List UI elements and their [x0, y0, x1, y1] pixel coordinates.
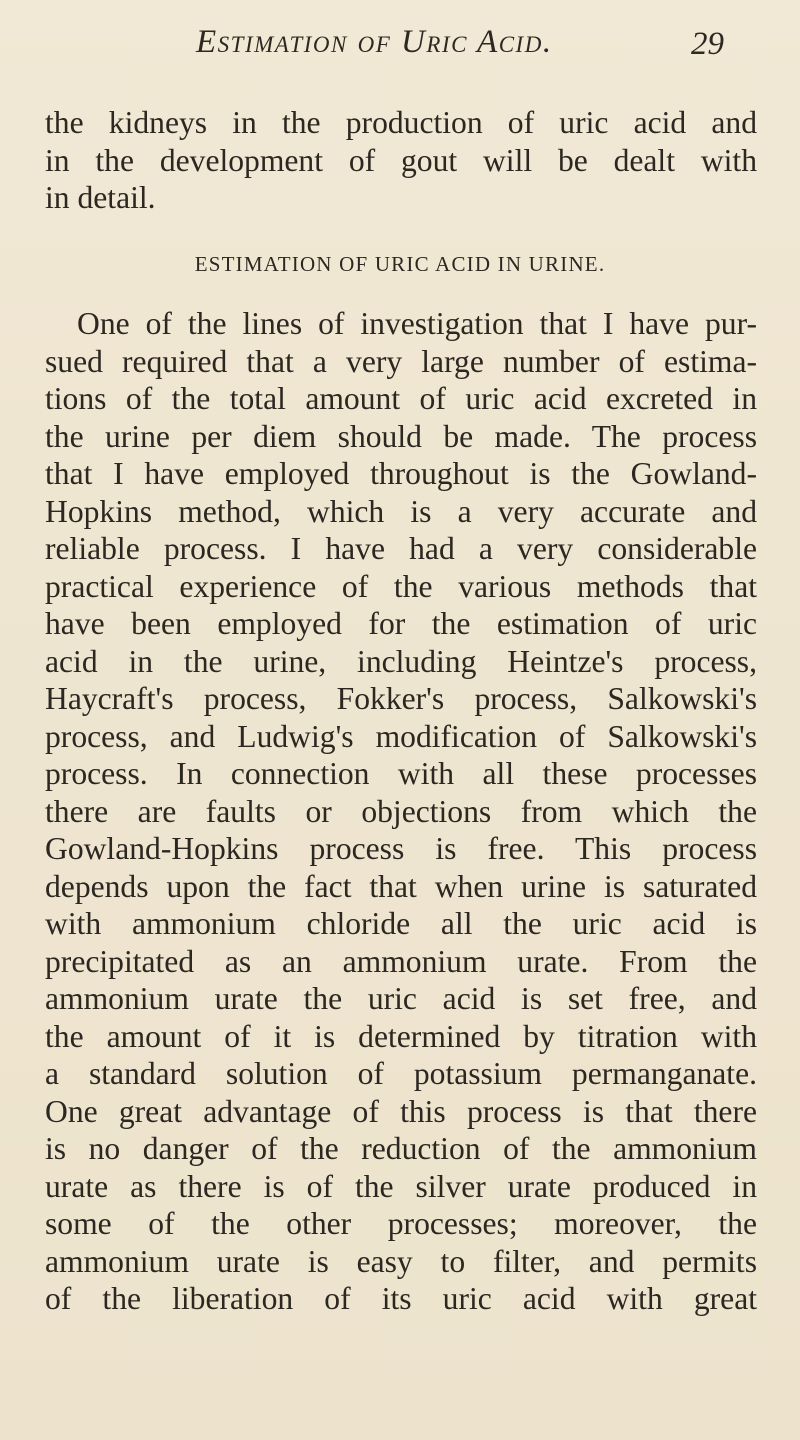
page-number: 29 — [691, 26, 724, 62]
text-line: practical experience of the various methods that — [45, 568, 757, 604]
text-line: in the development of gout will be dealt with — [45, 142, 757, 178]
running-title: Estimation of Uric Acid. — [196, 24, 553, 60]
text-line: some of the other processes; moreover, the — [45, 1206, 757, 1241]
intro-paragraph — [45, 104, 757, 217]
text-line: Hopkins method, which is a very accurate and — [45, 493, 757, 529]
text-line: process, and Ludwig's modification of Salkowski's — [45, 718, 757, 754]
text-line: with ammonium chloride all the uric acid is — [45, 906, 757, 941]
text-line: tions of the total amount of uric acid excreted in — [45, 381, 757, 416]
text-line: have been employed for the estimation of uric — [45, 606, 757, 641]
running-head — [0, 20, 800, 70]
text-line: precipitated as an ammonium urate. From the — [45, 943, 757, 979]
text-line: ammonium urate the uric acid is set free, and — [45, 981, 757, 1016]
section-heading: ESTIMATION OF URIC ACID IN URINE. — [194, 252, 606, 276]
text-line: depends upon the fact that when urine is saturated — [45, 868, 757, 904]
text-line: reliable process. I have had a very considerable — [45, 531, 757, 566]
text-line: ammonium urate is easy to filter, and permits — [45, 1243, 757, 1279]
text-line: Haycraft's process, Fokker's process, Salkowski's — [45, 681, 757, 716]
text-line: the kidneys in the production of uric acid and — [45, 105, 757, 140]
text-line: the amount of it is determined by titration with — [45, 1018, 757, 1054]
text-line: a standard solution of potassium permanganate. — [45, 1056, 757, 1091]
text-line: of the liberation of its uric acid with great — [45, 1281, 757, 1316]
text-line: acid in the urine, including Heintze's process, — [45, 643, 757, 679]
text-line: there are faults or objections from which the — [45, 793, 757, 829]
text-line: is no danger of the reduction of the ammonium — [45, 1131, 757, 1166]
text-line: in detail. — [45, 180, 156, 215]
text-line: Gowland-Hopkins process is free. This process — [45, 831, 757, 866]
text-line: process. In connection with all these processes — [45, 756, 757, 791]
text-line: urate as there is of the silver urate produced in — [45, 1168, 757, 1204]
text-line: the urine per diem should be made. The process — [45, 418, 757, 454]
text-line: One of the lines of investigation that I have pur- — [77, 306, 757, 341]
body-paragraph — [45, 305, 757, 1318]
text-line: that I have employed throughout is the Gowland- — [45, 456, 757, 491]
text-line: One great advantage of this process is that there — [45, 1093, 757, 1129]
text-line: sued required that a very large number of estima- — [45, 343, 757, 379]
